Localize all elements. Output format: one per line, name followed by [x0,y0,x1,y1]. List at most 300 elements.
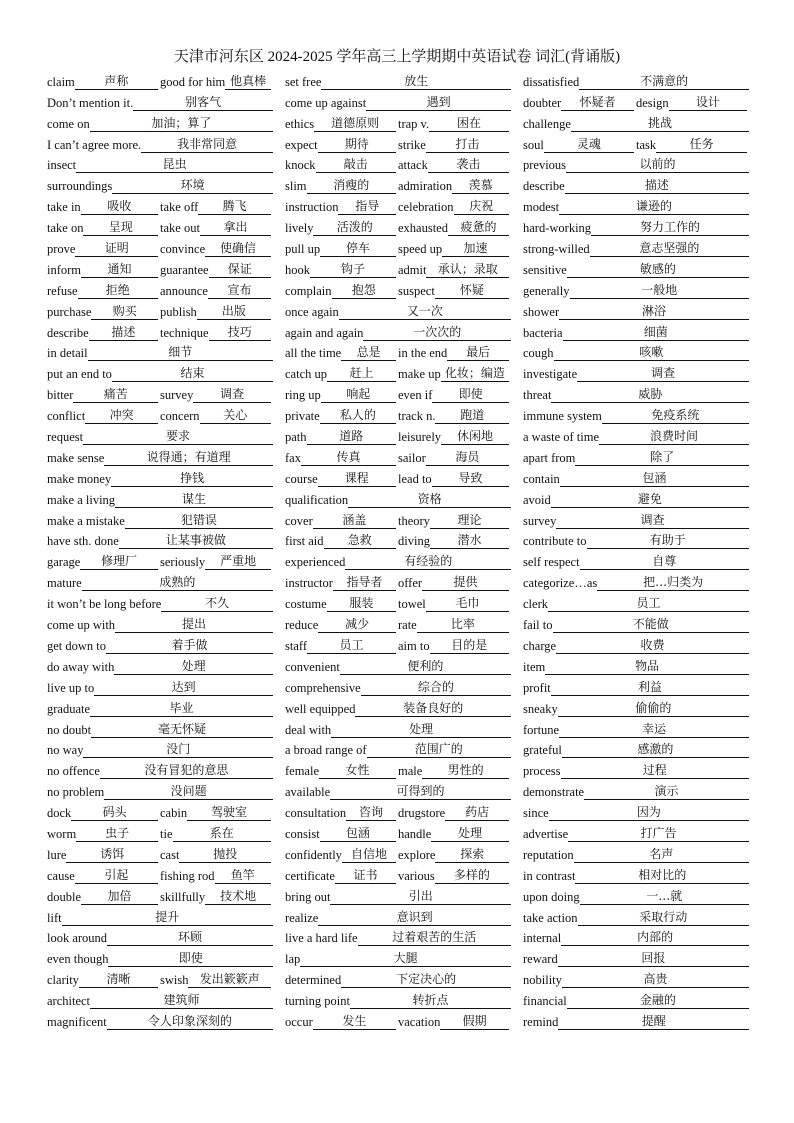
vocab-entry [160,805,273,821]
chinese-meaning: 内部的 [561,930,749,946]
english-term: previous [523,158,567,173]
english-term: convince [160,242,206,257]
vocab-row [47,926,273,947]
english-term: lift [47,910,62,925]
vocab-entry [47,304,160,320]
chinese-meaning: 收费 [556,638,749,654]
vocab-entry [47,116,273,132]
chinese-meaning: 化妆；编造 [441,366,509,382]
vocab-row [285,299,511,320]
vocab-entry [523,638,749,654]
vocab-row [47,570,273,591]
chinese-meaning: 成熟的 [82,575,273,591]
chinese-meaning: 多样的 [435,868,509,884]
chinese-meaning: 宣布 [208,283,271,299]
vocab-entry [285,742,511,758]
vocab-row [523,967,749,988]
chinese-meaning: 谋生 [115,492,273,508]
chinese-meaning: 男性的 [422,763,509,779]
vocab-entry [523,199,749,215]
vocab-row [47,278,273,299]
vocab-entry [398,366,511,382]
english-term: realize [285,910,319,925]
vocab-entry [398,638,511,654]
chinese-meaning: 挣钱 [111,471,273,487]
english-term: garage [47,555,81,570]
chinese-meaning: 偷偷的 [558,701,749,717]
vocab-entry [285,701,511,717]
english-term: sailor [398,450,426,465]
chinese-meaning: 员工 [307,638,396,654]
vocab-row [523,988,749,1009]
vocab-row [47,758,273,779]
vocab-entry [398,157,511,173]
vocab-entry [47,742,273,758]
vocab-column-2 [285,69,511,1030]
vocab-row [523,69,749,90]
vocab-entry [523,450,749,466]
vocab-row [285,863,511,884]
english-term: architect [47,994,91,1009]
vocab-row [285,779,511,800]
chinese-meaning: 自尊 [580,554,749,570]
vocab-entry [160,304,273,320]
english-term: Don’t mention it. [47,95,134,110]
vocab-entry [523,951,749,967]
chinese-meaning: 疲惫的 [448,220,509,236]
english-term: conflict [47,409,86,424]
chinese-meaning: 毕业 [90,701,273,717]
vocab-row [285,487,511,508]
chinese-meaning: 腾飞 [198,199,271,215]
vocab-row [523,591,749,612]
vocab-entry [285,575,398,591]
vocab-row [47,361,273,382]
english-term: no problem [47,785,105,800]
chinese-meaning: 毛巾 [426,596,509,612]
chinese-meaning: 女性 [319,763,396,779]
vocab-entry [160,74,273,90]
chinese-meaning: 意识到 [318,910,511,926]
chinese-meaning: 拿出 [200,220,271,236]
vocab-entry [47,617,273,633]
vocab-row [523,403,749,424]
chinese-meaning: 购买 [91,304,158,320]
english-term: instructor [285,576,333,591]
english-term: lap [285,952,301,967]
chinese-meaning: 关心 [200,408,271,424]
vocab-entry [285,95,511,111]
english-term: strong-willed [523,242,590,257]
chinese-meaning: 包涵 [320,826,396,842]
vocab-entry [398,617,511,633]
vocab-row [285,967,511,988]
chinese-meaning: 一…就 [580,889,749,905]
vocab-entry [285,283,398,299]
chinese-meaning: 庆祝 [454,199,509,215]
vocab-entry [47,868,160,884]
chinese-meaning: 大腿 [300,951,511,967]
vocab-entry [523,596,749,612]
vocab-entry [285,889,511,905]
chinese-meaning: 相对比的 [575,868,749,884]
chinese-meaning: 任务 [656,137,747,153]
chinese-meaning: 加油；算了 [90,116,273,132]
vocab-row [285,696,511,717]
english-term: technique [160,325,209,340]
english-term: attack [398,158,428,173]
english-term: suspect [398,283,435,298]
english-term: consist [285,826,320,841]
chinese-meaning: 痛苦 [73,387,158,403]
vocab-entry [160,408,273,424]
chinese-meaning: 遇到 [366,95,511,111]
chinese-meaning: 细菌 [563,325,749,341]
vocab-entry [285,178,398,194]
chinese-meaning: 感激的 [562,742,749,758]
vocab-entry [285,137,398,153]
chinese-meaning: 打广告 [568,826,749,842]
english-term: reputation [523,847,574,862]
chinese-meaning: 服装 [327,596,396,612]
chinese-meaning: 犯错误 [125,513,273,529]
chinese-meaning: 跑道 [435,408,509,424]
chinese-meaning: 描述 [565,178,749,194]
vocab-entry [47,847,160,863]
english-term: in detail [47,346,88,361]
vocab-entry [47,429,273,445]
chinese-meaning: 范围广的 [367,742,511,758]
vocab-row [47,299,273,320]
vocab-row [523,299,749,320]
english-term: in the end [398,346,448,361]
english-term: female [285,764,320,779]
english-term: come up against [285,95,367,110]
chinese-meaning: 私人的 [320,408,396,424]
english-term: survey [523,513,557,528]
vocab-entry [47,826,160,842]
english-term: self respect [523,555,580,570]
vocab-row [47,90,273,111]
english-term: sneaky [523,701,558,716]
english-term: take in [47,200,81,215]
vocab-entry [285,596,398,612]
english-term: come on [47,116,90,131]
chinese-meaning: 提供 [422,575,509,591]
vocab-entry [47,325,160,341]
vocab-entry [285,304,511,320]
english-term: even though [47,952,109,967]
vocab-row [523,424,749,445]
english-term: certificate [285,868,335,883]
vocab-entry [398,199,511,215]
vocab-entry [160,889,273,905]
english-term: qualification [285,492,349,507]
vocab-row [523,173,749,194]
vocab-row [47,236,273,257]
vocab-entry [47,680,273,696]
english-term: complain [285,283,332,298]
chinese-meaning: 细节 [88,345,273,361]
vocab-row [285,988,511,1009]
vocab-entry [398,387,511,403]
english-term: cover [285,513,313,528]
vocab-row [523,800,749,821]
vocab-row [523,570,749,591]
vocab-row [47,153,273,174]
vocab-row [285,361,511,382]
vocab-entry [523,868,749,884]
english-term: well equipped [285,701,356,716]
english-term: costume [285,597,327,612]
vocab-entry [160,220,273,236]
vocab-entry [523,659,749,675]
vocab-entry [398,220,511,236]
chinese-meaning: 调查 [193,387,271,403]
vocab-entry [47,513,273,529]
vocab-entry [285,805,398,821]
english-term: no doubt [47,722,92,737]
chinese-meaning: 急救 [324,533,396,549]
chinese-meaning: 道路 [307,429,396,445]
english-term: towel [398,597,426,612]
vocab-row [285,570,511,591]
chinese-meaning: 描述 [89,325,158,341]
vocab-entry [285,763,398,779]
english-term: inform [47,262,82,277]
english-term: explore [398,847,436,862]
chinese-meaning: 传真 [301,450,396,466]
vocab-row [523,842,749,863]
chinese-meaning: 指导者 [333,575,396,591]
english-term: soul [523,137,544,152]
vocab-row [285,612,511,633]
english-term: worm [47,826,77,841]
english-term: drugstore [398,806,446,821]
vocab-row [47,466,273,487]
chinese-meaning: 怀疑 [435,283,509,299]
chinese-meaning: 过程 [561,763,750,779]
vocab-entry [398,283,511,299]
chinese-meaning: 提出 [115,617,273,633]
vocab-entry [398,826,511,842]
vocab-entry [160,325,273,341]
chinese-meaning: 假期 [440,1014,509,1030]
vocab-row [523,90,749,111]
english-term: once again [285,304,339,319]
english-term: process [523,764,561,779]
english-term: in contrast [523,868,576,883]
vocab-row [47,967,273,988]
vocab-row [285,69,511,90]
vocab-row [47,821,273,842]
english-term: dock [47,806,72,821]
vocab-row [47,445,273,466]
vocab-row [285,90,511,111]
vocab-row [285,445,511,466]
chinese-meaning: 环顾 [107,930,273,946]
vocab-row [47,424,273,445]
english-term: make a living [47,492,116,507]
vocab-entry [47,951,273,967]
vocab-row [47,403,273,424]
vocab-row [285,926,511,947]
chinese-meaning: 处理 [114,659,273,675]
english-term: bacteria [523,325,563,340]
english-term: grateful [523,743,562,758]
english-term: refuse [47,283,78,298]
vocab-entry [523,742,749,758]
english-term: upon doing [523,889,580,904]
chinese-meaning: 又一次 [339,304,511,320]
vocab-row [523,549,749,570]
english-term: reward [523,952,558,967]
vocab-entry [523,1014,749,1030]
vocab-row [47,654,273,675]
english-term: survey [160,388,194,403]
vocab-entry [47,74,160,90]
vocab-entry [47,638,273,654]
chinese-meaning: 打击 [426,137,509,153]
vocab-row [47,696,273,717]
chinese-meaning: 期待 [318,137,396,153]
chinese-meaning: 幸运 [559,722,749,738]
chinese-meaning: 达到 [94,680,273,696]
english-term: a waste of time [523,430,600,445]
vocab-row [47,1009,273,1030]
vocab-row [285,111,511,132]
english-term: lively [285,221,314,236]
vocab-entry [160,972,273,988]
chinese-meaning: 建筑师 [90,993,273,1009]
chinese-meaning: 羡慕 [452,178,509,194]
vocab-entry [285,199,398,215]
chinese-meaning: 严重地 [205,554,271,570]
vocab-row [285,842,511,863]
vocab-entry [285,408,398,424]
chinese-meaning: 鱼竿 [215,868,271,884]
vocab-row [285,633,511,654]
vocab-entry [285,157,398,173]
english-term: rate [398,618,417,633]
chinese-meaning: 虫子 [76,826,158,842]
vocab-entry [285,387,398,403]
chinese-meaning: 响起 [321,387,396,403]
english-term: seriously [160,555,206,570]
english-term: no way [47,743,84,758]
vocab-entry [285,910,511,926]
chinese-meaning: 回报 [558,951,749,967]
english-term: theory [398,513,430,528]
vocab-row [523,946,749,967]
vocab-entry [523,533,749,549]
vocab-row [523,361,749,382]
chinese-meaning: 设计 [669,95,747,111]
chinese-meaning: 活泼的 [313,220,396,236]
vocab-row [523,821,749,842]
english-term: aim to [398,638,430,653]
vocab-entry [398,533,511,549]
vocab-entry [523,575,749,591]
vocab-entry [160,826,273,842]
english-term: since [523,806,549,821]
vocab-row [285,946,511,967]
vocab-row [523,215,749,236]
vocab-entry [47,137,273,153]
chinese-meaning: 诱饵 [66,847,158,863]
vocab-entry [47,993,273,1009]
vocab-entry [523,805,749,821]
english-term: instruction [285,200,339,215]
vocab-row [47,800,273,821]
vocab-row [523,382,749,403]
english-term: even if [398,388,433,403]
chinese-meaning: 潜水 [430,533,509,549]
english-term: course [285,471,318,486]
chinese-meaning: 总是 [341,345,396,361]
chinese-meaning: 资格 [348,492,511,508]
english-term: track n. [398,409,436,424]
vocab-row [285,654,511,675]
chinese-meaning: 证书 [335,868,396,884]
english-term: doubter [523,95,562,110]
vocab-row [523,529,749,550]
chinese-meaning: 放生 [321,74,511,90]
english-term: available [285,785,331,800]
vocab-entry [285,492,511,508]
chinese-meaning: 毫无怀疑 [91,722,273,738]
english-term: consultation [285,806,347,821]
english-term: occur [285,1014,313,1029]
english-term: describe [47,325,89,340]
english-term: double [47,889,82,904]
vocab-entry [47,471,273,487]
english-term: it won’t be long before [47,597,162,612]
chinese-meaning: 我非常同意 [141,137,273,153]
chinese-meaning: 咨询 [346,805,396,821]
vocab-row [47,173,273,194]
chinese-meaning: 消瘦的 [307,178,396,194]
chinese-meaning: 一般地 [570,283,749,299]
chinese-meaning: 包涵 [560,471,749,487]
english-term: catch up [285,367,327,382]
english-term: concern [160,409,200,424]
chinese-meaning: 冲突 [85,408,158,424]
chinese-meaning: 挑战 [571,116,749,132]
vocab-row [285,905,511,926]
vocab-entry [285,554,511,570]
english-term: prove [47,242,76,257]
vocab-entry [636,137,749,153]
vocab-row [523,508,749,529]
chinese-meaning: 调查 [556,513,749,529]
chinese-meaning: 驾驶室 [187,805,271,821]
english-term: do away with [47,659,115,674]
english-term: strike [398,137,426,152]
vocab-entry [285,471,398,487]
english-term: graduate [47,701,91,716]
vocab-row [285,549,511,570]
vocab-entry [523,993,749,1009]
vocab-entry [285,1014,398,1030]
vocab-entry [523,116,749,132]
english-term: mature [47,576,82,591]
vocab-row [523,884,749,905]
vocab-row [523,466,749,487]
vocab-entry [398,471,511,487]
vocab-row [47,111,273,132]
english-term: various [398,868,435,883]
